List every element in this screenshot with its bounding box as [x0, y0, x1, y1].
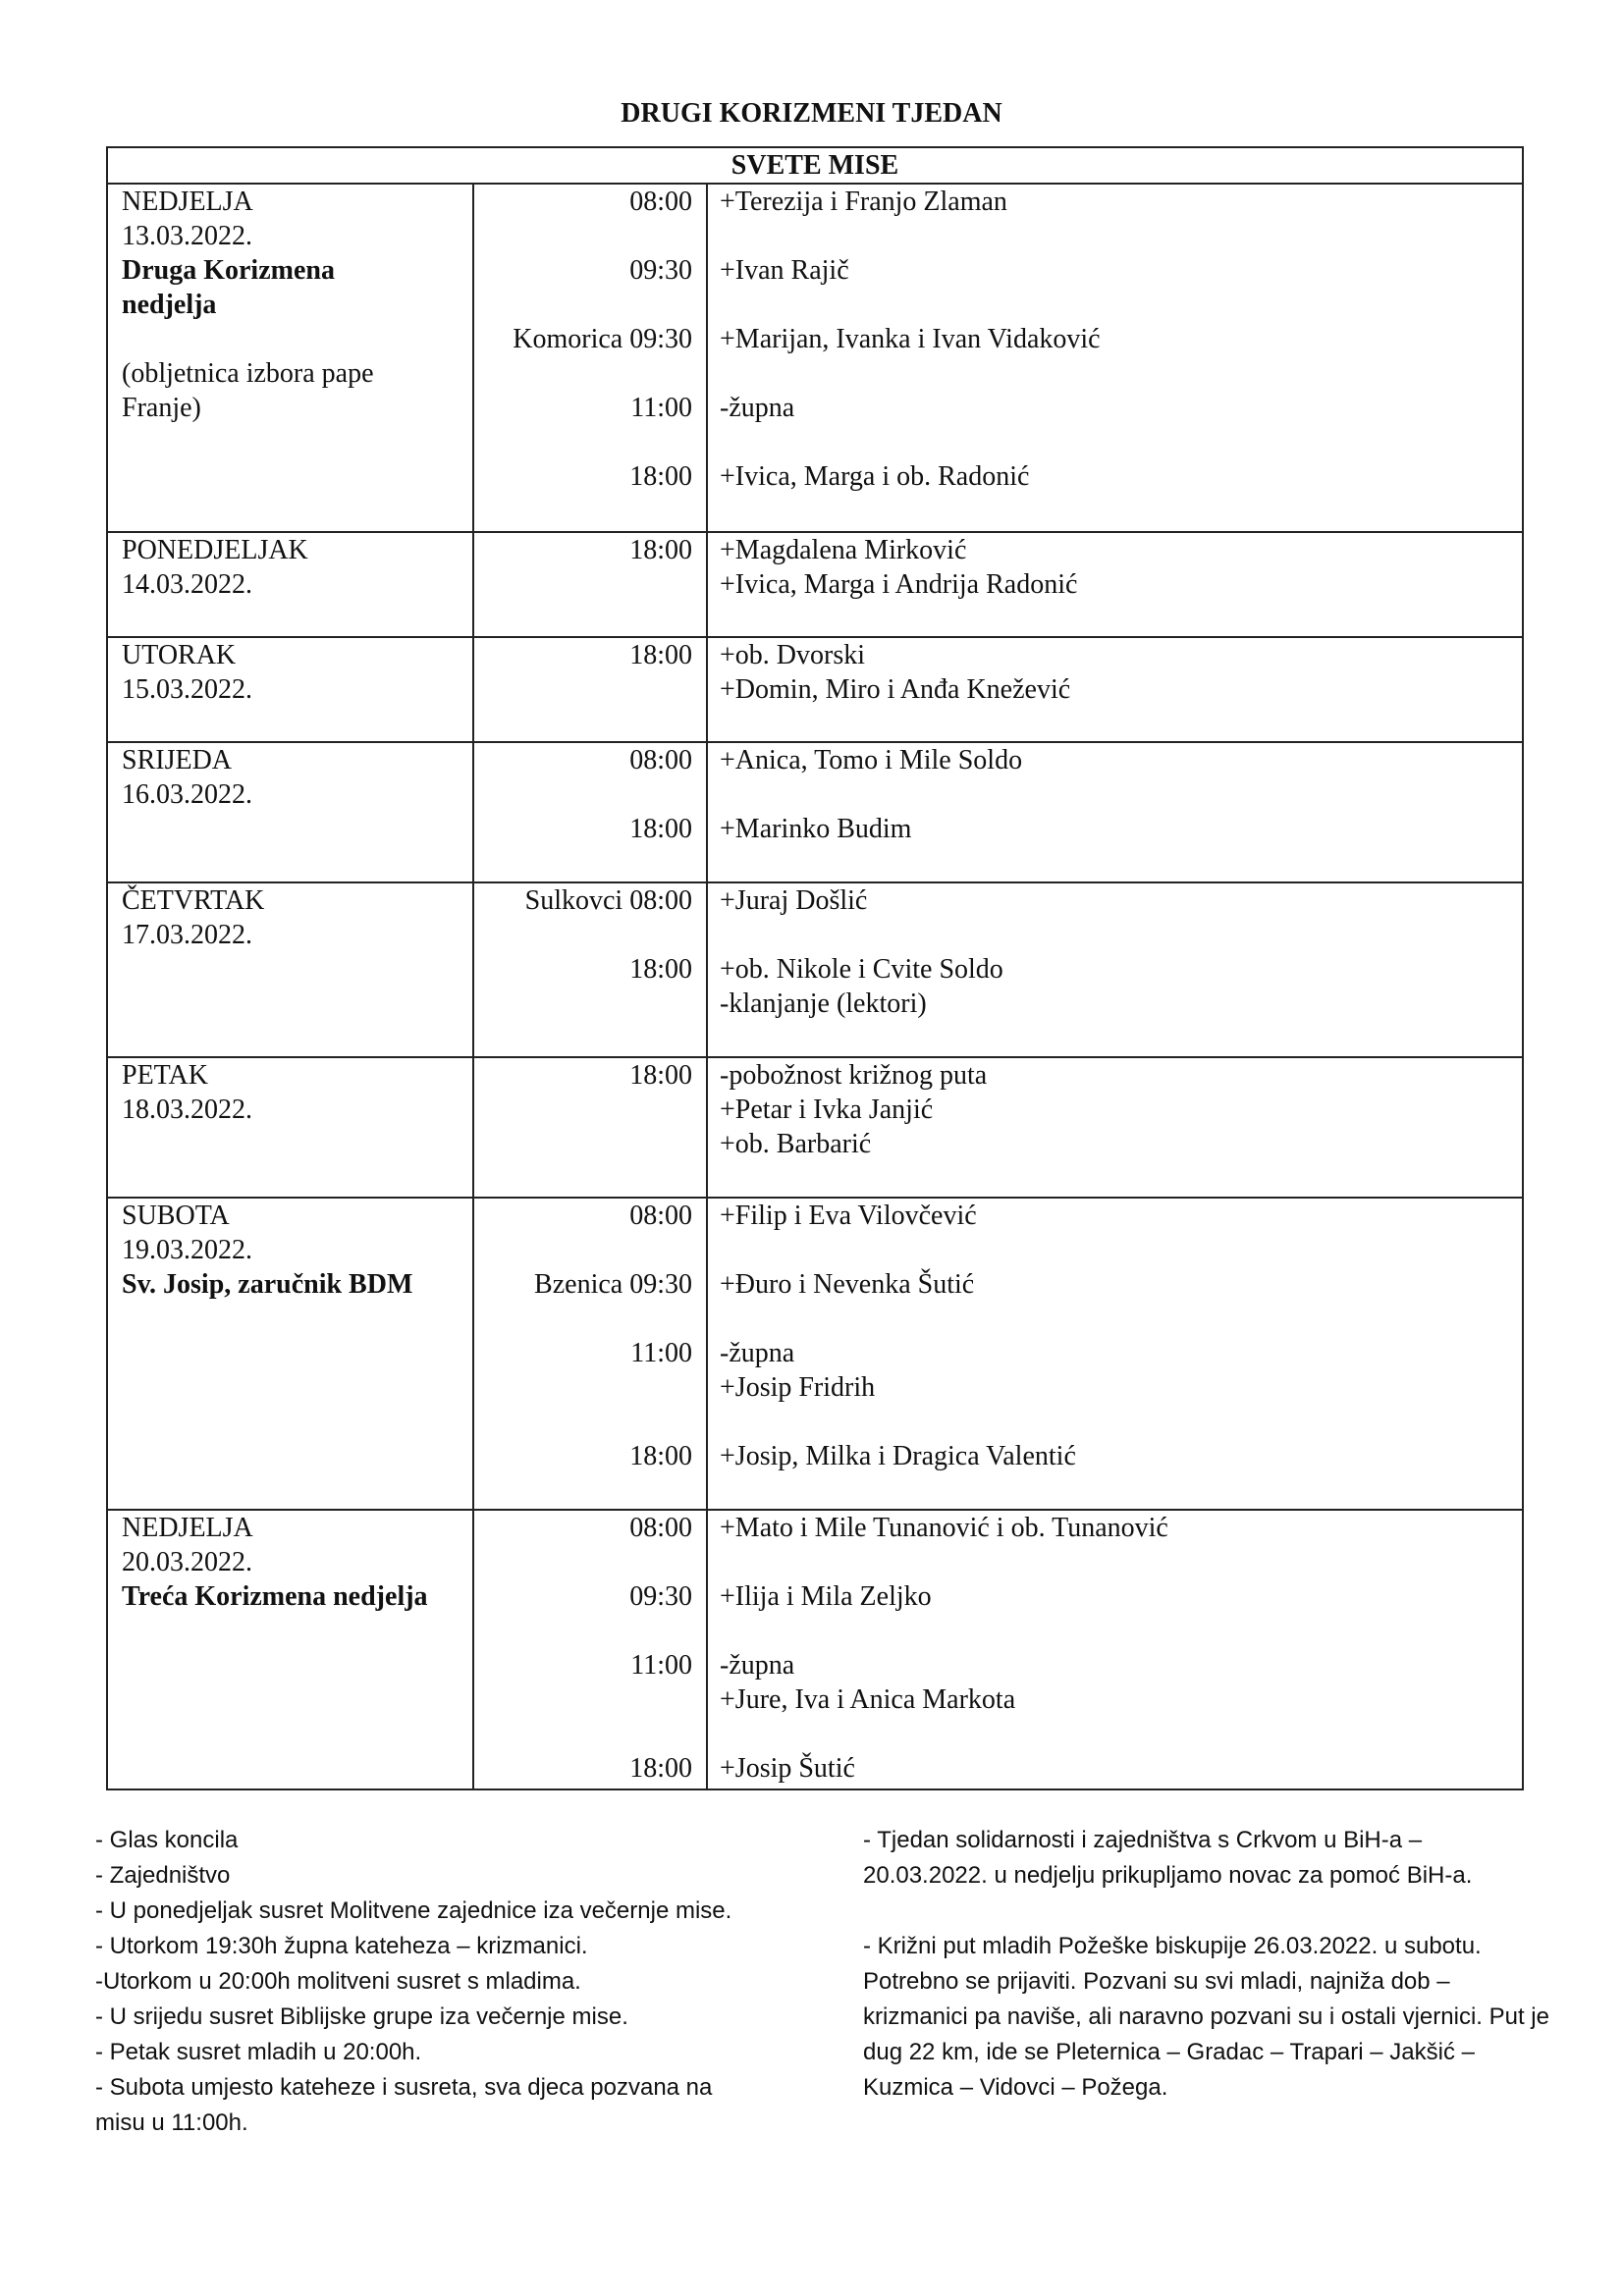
announcement-item: -Utorkom u 20:00h molitveni susret s mladima. [95, 1968, 581, 1995]
mass-intention: +Domin, Miro i Anđa Knežević [720, 674, 1071, 705]
feast-name: Treća Korizmena nedjelja [122, 1581, 428, 1612]
mass-intention: +Josip Fridrih [720, 1372, 876, 1403]
mass-time: 18:00 [629, 1060, 692, 1091]
mass-time: 11:00 [630, 1650, 692, 1681]
intention-cell [707, 1198, 1523, 1510]
mass-intention: -župna [720, 1650, 795, 1681]
mass-time: 18:00 [629, 1753, 692, 1784]
mass-intention: +Petar i Ivka Janjić [720, 1095, 934, 1125]
day-row [107, 637, 1523, 742]
day-cell [107, 742, 473, 882]
mass-intention: +Terezija i Franjo Zlaman [720, 187, 1007, 217]
intention-cell [707, 882, 1523, 1057]
mass-time: 11:00 [630, 393, 692, 423]
time-cell [473, 1057, 707, 1198]
mass-time: Bzenica 09:30 [534, 1269, 692, 1300]
announcements-right [863, 1823, 1550, 2106]
day-row [107, 184, 1523, 532]
time-cell [473, 882, 707, 1057]
table-header: SVETE MISE [107, 147, 1523, 184]
day-label: Franje) [122, 393, 201, 423]
intention-cell [707, 1057, 1523, 1198]
mass-intention: +Đuro i Nevenka Šutić [720, 1269, 975, 1300]
mass-time: Sulkovci 08:00 [524, 885, 692, 916]
time-spacer [474, 987, 692, 1021]
day-label: PONEDJELJAK [122, 535, 308, 565]
mass-time: 18:00 [629, 814, 692, 844]
time-cell [473, 184, 707, 532]
day-cell [107, 637, 473, 742]
announcements-left [95, 1823, 763, 2141]
mass-time: 08:00 [629, 745, 692, 775]
mass-intention: +Marijan, Ivanka i Ivan Vidaković [720, 324, 1101, 354]
day-label: 18.03.2022. [122, 1095, 252, 1125]
mass-time: 08:00 [629, 187, 692, 217]
intention-cell [707, 532, 1523, 637]
day-label: (obljetnica izbora pape [122, 358, 374, 389]
mass-time: 18:00 [629, 954, 692, 985]
day-label: 17.03.2022. [122, 920, 252, 950]
day-cell [107, 532, 473, 637]
mass-intention: +Filip i Eva Vilovčević [720, 1201, 977, 1231]
mass-intention: +Jure, Iva i Anica Markota [720, 1684, 1016, 1715]
mass-intention: +Ivica, Marga i ob. Radonić [720, 461, 1030, 492]
mass-intention: +Josip Šutić [720, 1753, 855, 1784]
mass-time: 18:00 [629, 461, 692, 492]
mass-intention: -klanjanje (lektori) [720, 988, 927, 1019]
time-cell [473, 637, 707, 742]
time-cell [473, 742, 707, 882]
time-spacer [474, 1682, 692, 1717]
day-row [107, 532, 1523, 637]
feast-name: Druga Korizmena [122, 255, 335, 286]
time-cell [473, 1198, 707, 1510]
intention-cell [707, 637, 1523, 742]
table-header-row [107, 147, 1523, 184]
mass-intention: +ob. Nikole i Cvite Soldo [720, 954, 1003, 985]
announcement-item: - U ponedjeljak susret Molitvene zajednice iza večernje mise. [95, 1897, 732, 1924]
announcement-item: - Tjedan solidarnosti i zajedništva s Crkvom u BiH-a – 20.03.2022. u nedjelju prikupljamo novac za pomoć BiH-a. [863, 1827, 1473, 1889]
day-cell [107, 1057, 473, 1198]
mass-schedule-table [106, 146, 1524, 1790]
mass-intention: +Mato i Mile Tunanović i ob. Tunanović [720, 1513, 1168, 1543]
day-row [107, 1198, 1523, 1510]
day-label: NEDJELJA [122, 1513, 253, 1543]
announcement-item: - Križni put mladih Požeške biskupije 26.03.2022. u subotu. Potrebno se prijaviti. Pozvani su svi mladi, najniža dob – krizmanici pa naviše, ali naravno pozvani su i ostali vjernici. Put je dug 22 km, ide se Pleternica – Gradac – Trapari – Jakšić – Kuzmica – Vidovci – Požega. [863, 1933, 1549, 2101]
day-label: NEDJELJA [122, 187, 253, 217]
day-cell [107, 184, 473, 532]
time-spacer [474, 567, 692, 602]
day-row [107, 1057, 1523, 1198]
mass-time: 08:00 [629, 1513, 692, 1543]
feast-name: nedjelja [122, 290, 217, 320]
day-label: 15.03.2022. [122, 674, 252, 705]
day-label: SRIJEDA [122, 745, 233, 775]
mass-time: 11:00 [630, 1338, 692, 1368]
mass-intention: -pobožnost križnog puta [720, 1060, 988, 1091]
mass-time: 18:00 [629, 1441, 692, 1471]
mass-time: 18:00 [629, 535, 692, 565]
mass-intention: +Ivica, Marga i Andrija Radonić [720, 569, 1078, 600]
announcement-item: - Utorkom 19:30h župna kateheza – krizmanici. [95, 1933, 588, 1959]
day-label: UTORAK [122, 640, 237, 670]
mass-intention: +Ivan Rajič [720, 255, 849, 286]
paragraph-spacer [863, 1894, 1550, 1929]
mass-intention: +Josip, Milka i Dragica Valentić [720, 1441, 1076, 1471]
day-label: SUBOTA [122, 1201, 230, 1231]
day-row [107, 1510, 1523, 1789]
time-cell [473, 1510, 707, 1789]
mass-time: 18:00 [629, 640, 692, 670]
mass-time: 09:30 [629, 255, 692, 286]
announcement-item: - Subota umjesto kateheze i susreta, sva djeca pozvana na misu u 11:00h. [95, 2074, 713, 2136]
intention-cell [707, 1510, 1523, 1789]
day-cell [107, 1198, 473, 1510]
mass-intention: -župna [720, 393, 795, 423]
day-label: ČETVRTAK [122, 885, 265, 916]
mass-intention: -župna [720, 1338, 795, 1368]
announcement-item: - Zajedništvo [95, 1862, 231, 1889]
mass-time: 08:00 [629, 1201, 692, 1231]
mass-intention: +Ilija i Mila Zeljko [720, 1581, 932, 1612]
mass-time: 09:30 [629, 1581, 692, 1612]
day-row [107, 742, 1523, 882]
announcement-item: - Petak susret mladih u 20:00h. [95, 2039, 422, 2065]
day-label: PETAK [122, 1060, 208, 1091]
mass-intention: +ob. Dvorski [720, 640, 866, 670]
day-label: 14.03.2022. [122, 569, 252, 600]
mass-intention: +Marinko Budim [720, 814, 912, 844]
day-label: 20.03.2022. [122, 1547, 252, 1577]
day-label: 19.03.2022. [122, 1235, 252, 1265]
feast-name: Sv. Josip, zaručnik BDM [122, 1269, 413, 1300]
announcement-item: - U srijedu susret Biblijske grupe iza večernje mise. [95, 2003, 628, 2030]
day-label: 16.03.2022. [122, 779, 252, 810]
announcement-item: - Glas koncila [95, 1827, 239, 1853]
day-row [107, 882, 1523, 1057]
page-title: DRUGI KORIZMENI TJEDAN [621, 98, 1002, 129]
mass-intention: +Anica, Tomo i Mile Soldo [720, 745, 1023, 775]
time-spacer [474, 1093, 692, 1127]
day-label: 13.03.2022. [122, 221, 252, 251]
day-cell [107, 1510, 473, 1789]
intention-cell [707, 742, 1523, 882]
mass-intention: +Magdalena Mirković [720, 535, 967, 565]
time-cell [473, 532, 707, 637]
time-spacer [474, 672, 692, 707]
time-spacer [474, 1370, 692, 1405]
mass-time: Komorica 09:30 [513, 324, 692, 354]
intention-cell [707, 184, 1523, 532]
day-cell [107, 882, 473, 1057]
time-spacer [474, 1127, 692, 1161]
mass-intention: +ob. Barbarić [720, 1129, 872, 1159]
mass-intention: +Juraj Došlić [720, 885, 868, 916]
